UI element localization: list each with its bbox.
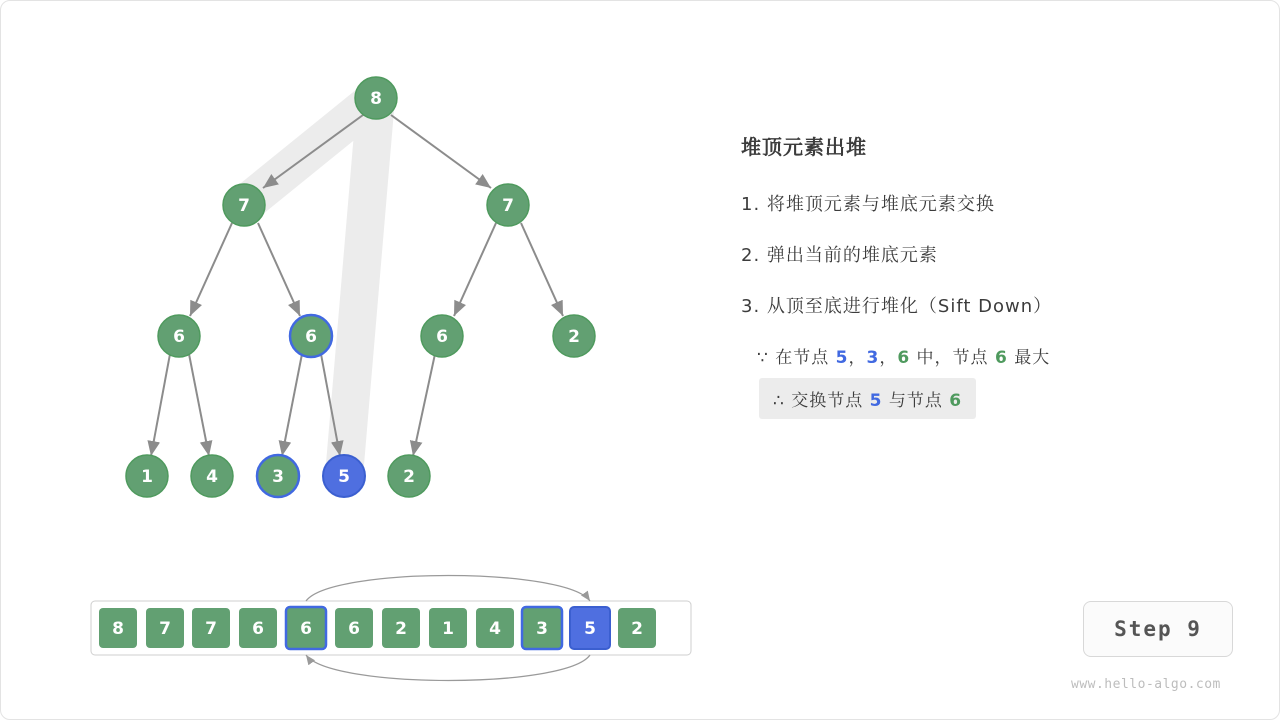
array-cell-11 [618, 608, 656, 648]
array-cell-11-label: 2 [631, 619, 643, 639]
array-cell-9 [522, 607, 562, 649]
tree-node-4 [191, 455, 233, 497]
watermark: www.hello-algo.com [1071, 677, 1221, 692]
step-line-3: 3. 从顶至底进行堆化（Sift Down） [741, 296, 1053, 317]
array-cell-4-label: 6 [300, 619, 312, 639]
array-cell-7 [429, 608, 467, 648]
tree-node-7-right [487, 184, 529, 226]
array-cell-10 [570, 607, 610, 649]
conclusion-line [759, 378, 976, 419]
array-cell-5-label: 6 [348, 619, 360, 639]
array-cell-8 [476, 608, 514, 648]
tree-node-3-highlight [257, 455, 299, 497]
array-cell-1 [146, 608, 184, 648]
tree-node-2-b [388, 455, 430, 497]
reason-mid: 中，节点 [910, 348, 995, 368]
reason-value-d: 6 [994, 348, 1008, 368]
reason-suffix: 最大 [1007, 348, 1051, 368]
array-cell-0-label: 8 [112, 619, 124, 639]
array-representation [91, 576, 691, 681]
tree-node-6-c-label: 6 [436, 327, 448, 347]
step-line-2: 2. 弹出当前的堆底元素 [741, 245, 938, 266]
tree-node-5-active-label: 5 [338, 467, 350, 487]
tree-node-3-highlight-label: 3 [272, 467, 284, 487]
tree-node-7-left [223, 184, 265, 226]
tree-node-7-right-label: 7 [502, 196, 514, 216]
tree-node-4-label: 4 [206, 467, 218, 487]
conclusion-line-wrap [757, 378, 1241, 419]
array-cell-3-label: 6 [252, 619, 264, 639]
panel-title: 堆顶元素出堆 [741, 135, 867, 159]
reason-line [757, 343, 1241, 368]
tree-node-6-selected [290, 315, 332, 357]
conclusion-prefix: ∴ 交换节点 [773, 391, 870, 411]
reason-prefix: ∵ 在节点 [757, 348, 836, 368]
reason-value-b: 3 [866, 348, 880, 368]
step-line-1: 1. 将堆顶元素与堆底元素交换 [741, 194, 995, 215]
tree-node-5-active [323, 455, 365, 497]
tree-node-8 [355, 77, 397, 119]
reason-sep-1: ， [848, 348, 867, 368]
tree-node-7-left-label: 7 [238, 196, 250, 216]
conclusion-value-b: 6 [949, 391, 963, 411]
tree-node-2-b-label: 2 [403, 467, 415, 487]
tree-node-1-label: 1 [141, 467, 153, 487]
tree-node-1 [126, 455, 168, 497]
array-cell-4 [286, 607, 326, 649]
array-cell-8-label: 4 [489, 619, 501, 639]
tree-node-6-a-label: 6 [173, 327, 185, 347]
tree-node-6-selected-label: 6 [305, 327, 317, 347]
tree-node-6-a [158, 315, 200, 357]
tree-node-2-a-label: 2 [568, 327, 580, 347]
tree-node-2-a [553, 315, 595, 357]
array-cell-7-label: 1 [442, 619, 454, 639]
conclusion-mid: 与节点 [882, 391, 950, 411]
explanation-panel [741, 131, 1241, 429]
array-cell-5 [335, 608, 373, 648]
reason-value-c: 6 [897, 348, 911, 368]
array-cell-2 [192, 608, 230, 648]
array-cell-1-label: 7 [159, 619, 171, 639]
step-badge: Step 9 [1083, 601, 1233, 657]
reason-value-a: 5 [835, 348, 849, 368]
array-cell-6 [382, 608, 420, 648]
tree-node-8-label: 8 [370, 89, 382, 109]
array-cell-3 [239, 608, 277, 648]
conclusion-value-a: 5 [869, 391, 883, 411]
array-cell-2-label: 7 [205, 619, 217, 639]
array-cell-0 [99, 608, 137, 648]
reason-sep-2: ， [879, 348, 898, 368]
array-cell-10-label: 5 [584, 619, 596, 639]
array-cell-6-label: 2 [395, 619, 407, 639]
tree-node-6-c [421, 315, 463, 357]
array-cell-9-label: 3 [536, 619, 548, 639]
